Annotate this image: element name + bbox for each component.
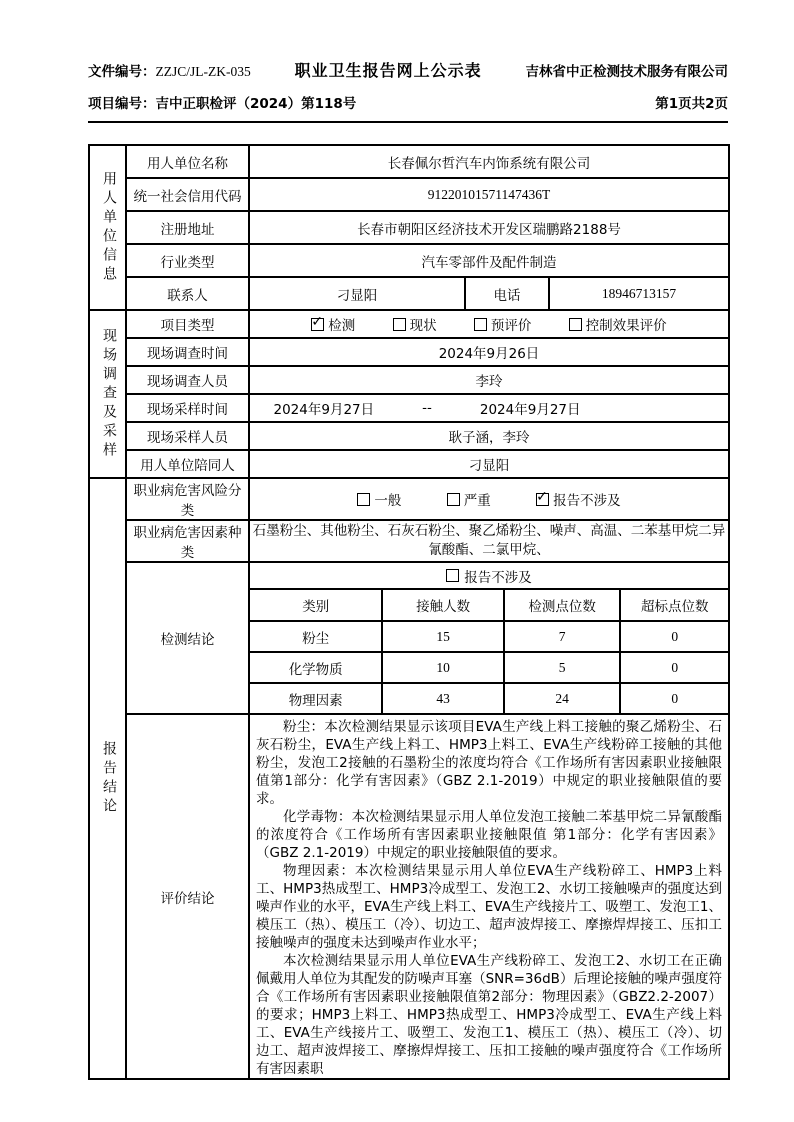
detection-not-involved: 报告不涉及 — [250, 563, 728, 588]
detection-conclusion-content — [249, 562, 729, 714]
option-control-effect: 控制效果评价 — [569, 314, 667, 334]
table-row — [89, 211, 729, 244]
sampling-time-label: 现场采样时间 — [126, 394, 249, 422]
credit-code-value: 91220101571147436T — [249, 178, 729, 211]
col-header-exposed-count: 接触人数 — [382, 589, 503, 621]
table-row — [89, 422, 729, 450]
sampling-time-value — [249, 394, 729, 422]
option-general: 一般 — [357, 489, 401, 509]
hazard-factors-label: 职业病危害因素种类 — [126, 520, 249, 562]
escort-label: 用人单位陪同人 — [126, 450, 249, 478]
sampling-staff-label: 现场采样人员 — [126, 422, 249, 450]
risk-class-options — [249, 478, 729, 520]
checkbox-unchecked-icon — [474, 318, 487, 331]
table-row — [89, 562, 729, 714]
table-row — [89, 178, 729, 211]
address-value: 长春市朝阳区经济技术开发区瑞鹏路2188号 — [249, 211, 729, 244]
evaluation-paragraph-physical: 物理因素：本次检测结果显示用人单位EVA生产线粉碎工、HMP3上料工、HMP3热成型工、HMP3冷成型工、发泡工2、水切工接触噪声的强度达到噪声作业的水平，EVA生产线上料工、EVA生产线接片工、吸塑工、发泡工1、模压工（热）、模压工（冷）、切边工、超声波焊接工、摩擦焊焊接工、压扣工接触噪声的强度未达到噪声作业水平； — [256, 863, 722, 951]
document-header — [0, 0, 794, 123]
evaluation-paragraph-noise-protection: 本次检测结果显示用人单位EVA生产线粉碎工、发泡工2、水切工在正确佩戴用人单位为其配发的防噪声耳塞（SNR=36dB）后理论接触的噪声强度符合《工作场所有害因素职业接触限值第2部分：物理因素》（GBZ2.2-2007）的要求；HMP3上料工、HMP3热成型工、HMP3冷成型工、EVA生产线上料工、EVA生产线接片工、吸塑工、发泡工1、模压工（热）、模压工（冷）、切边工、超声波焊接工、摩擦焊焊接工、压扣工接触的噪声强度符合《工作场所有害因素职 — [256, 953, 722, 1077]
page-title: 职业卫生报告网上公示表 — [294, 61, 482, 80]
checkbox-unchecked-icon — [446, 569, 459, 582]
detection-conclusion-label: 检测结论 — [126, 562, 249, 714]
checkbox-unchecked-icon — [447, 493, 460, 506]
project-type-options — [249, 310, 729, 338]
survey-time-value: 2024年9月26日 — [249, 338, 729, 366]
escort-value: 刁显阳 — [249, 450, 729, 478]
doc-number-label: 文件编号： — [88, 64, 156, 80]
table-row — [89, 394, 729, 422]
col-header-points-count: 检测点位数 — [504, 589, 621, 621]
table-row — [89, 450, 729, 478]
evaluation-paragraph-dust: 粉尘：本次检测结果显示该项目EVA生产线上料工接触的聚乙烯粉尘、石灰石粉尘，EVA生产线上料工、HMP3上料工、EVA生产线粉碎工接触的其他粉尘，发泡工2接触的石墨粉尘的浓度均符合《工作场所有害因素职业接触限值第1部分：化学有害因素》（GBZ 2.1-2019）中规定的职业接触限值的要求。 — [256, 719, 722, 807]
industry-value: 汽车零部件及配件制造 — [249, 244, 729, 277]
table-row-physical: 物理因素 43 24 0 — [250, 683, 728, 713]
table-row — [89, 520, 729, 562]
table-row-dust: 粉尘 15 7 0 — [250, 621, 728, 652]
page-indicator: 第1页共2页 — [655, 96, 728, 112]
table-row-chemical: 化学物质 10 5 0 — [250, 652, 728, 683]
phone-label: 电话 — [465, 277, 549, 310]
table-row — [89, 338, 729, 366]
section-employer-info: 用人单位信息 — [89, 145, 126, 310]
project-type-label: 项目类型 — [126, 310, 249, 338]
col-header-exceed-count: 超标点位数 — [620, 589, 728, 621]
sampling-start-date: 2024年9月27日 — [273, 402, 375, 418]
table-row — [89, 366, 729, 394]
contact-label: 联系人 — [126, 277, 249, 310]
table-row — [89, 310, 729, 338]
table-row — [89, 478, 729, 520]
survey-staff-value: 李玲 — [249, 366, 729, 394]
table-row — [89, 277, 729, 310]
evaluation-paragraph-chemical: 化学毒物：本次检测结果显示用人单位发泡工接触二苯基甲烷二异氰酸酯的浓度符合《工作场所有害因素职业接触限值 第1部分：化学有害因素》（GBZ 2.1-2019）中规定的职业接触限值的要求。 — [256, 809, 722, 861]
evaluation-conclusion-text — [249, 714, 729, 1079]
publicity-table — [88, 144, 730, 1080]
doc-number-value: ZZJC/JL-ZK-035 — [155, 64, 251, 79]
checkbox-unchecked-icon — [357, 493, 370, 506]
section-report-conclusion: 报告结论 — [89, 478, 126, 1079]
evaluation-conclusion-label: 评价结论 — [126, 714, 249, 1079]
hazard-factors-value: 石墨粉尘、其他粉尘、石灰石粉尘、聚乙烯粉尘、噪声、高温、二苯基甲烷二异氰酸酯、二氯甲烷、 — [249, 520, 729, 562]
option-severe: 严重 — [447, 489, 491, 509]
project-number-label: 项目编号： — [88, 96, 156, 112]
option-pre-evaluation: 预评价 — [474, 314, 532, 334]
employer-name-label: 用人单位名称 — [126, 145, 249, 178]
doc-number — [88, 60, 251, 80]
checkbox-unchecked-icon — [393, 318, 406, 331]
checkbox-unchecked-icon — [569, 318, 582, 331]
table-row — [89, 244, 729, 277]
contact-value: 刁显阳 — [249, 277, 465, 310]
employer-name-value: 长春佩尔哲汽车内饰系统有限公司 — [249, 145, 729, 178]
survey-staff-label: 现场调查人员 — [126, 366, 249, 394]
credit-code-label: 统一社会信用代码 — [126, 178, 249, 211]
table-row — [89, 145, 729, 178]
option-report-not-involved: ✓ 报告不涉及 — [536, 489, 621, 509]
industry-label: 行业类型 — [126, 244, 249, 277]
col-header-category: 类别 — [250, 589, 382, 621]
sampling-staff-value: 耿子涵，李玲 — [249, 422, 729, 450]
sampling-date-separator: -- — [422, 400, 432, 416]
section-survey-sampling: 现场调查及采样 — [89, 310, 126, 478]
table-row — [89, 714, 729, 1079]
risk-class-label: 职业病危害风险分类 — [126, 478, 249, 520]
sampling-end-date: 2024年9月27日 — [479, 402, 581, 418]
option-status-quo: 现状 — [393, 314, 437, 334]
project-number — [88, 92, 356, 112]
project-number-value: 吉中正职检评（2024）第118号 — [155, 96, 357, 112]
checkbox-checked-icon — [536, 493, 549, 506]
table-header-row — [250, 589, 728, 621]
address-label: 注册地址 — [126, 211, 249, 244]
phone-value: 18946713157 — [549, 277, 729, 310]
header-divider — [88, 121, 728, 123]
detection-results-table — [250, 588, 728, 713]
checkbox-checked-icon — [311, 318, 324, 331]
company-name: 吉林省中正检测技术服务有限公司 — [525, 64, 728, 80]
option-detection: ✓ 检测 — [311, 314, 355, 334]
survey-time-label: 现场调查时间 — [126, 338, 249, 366]
